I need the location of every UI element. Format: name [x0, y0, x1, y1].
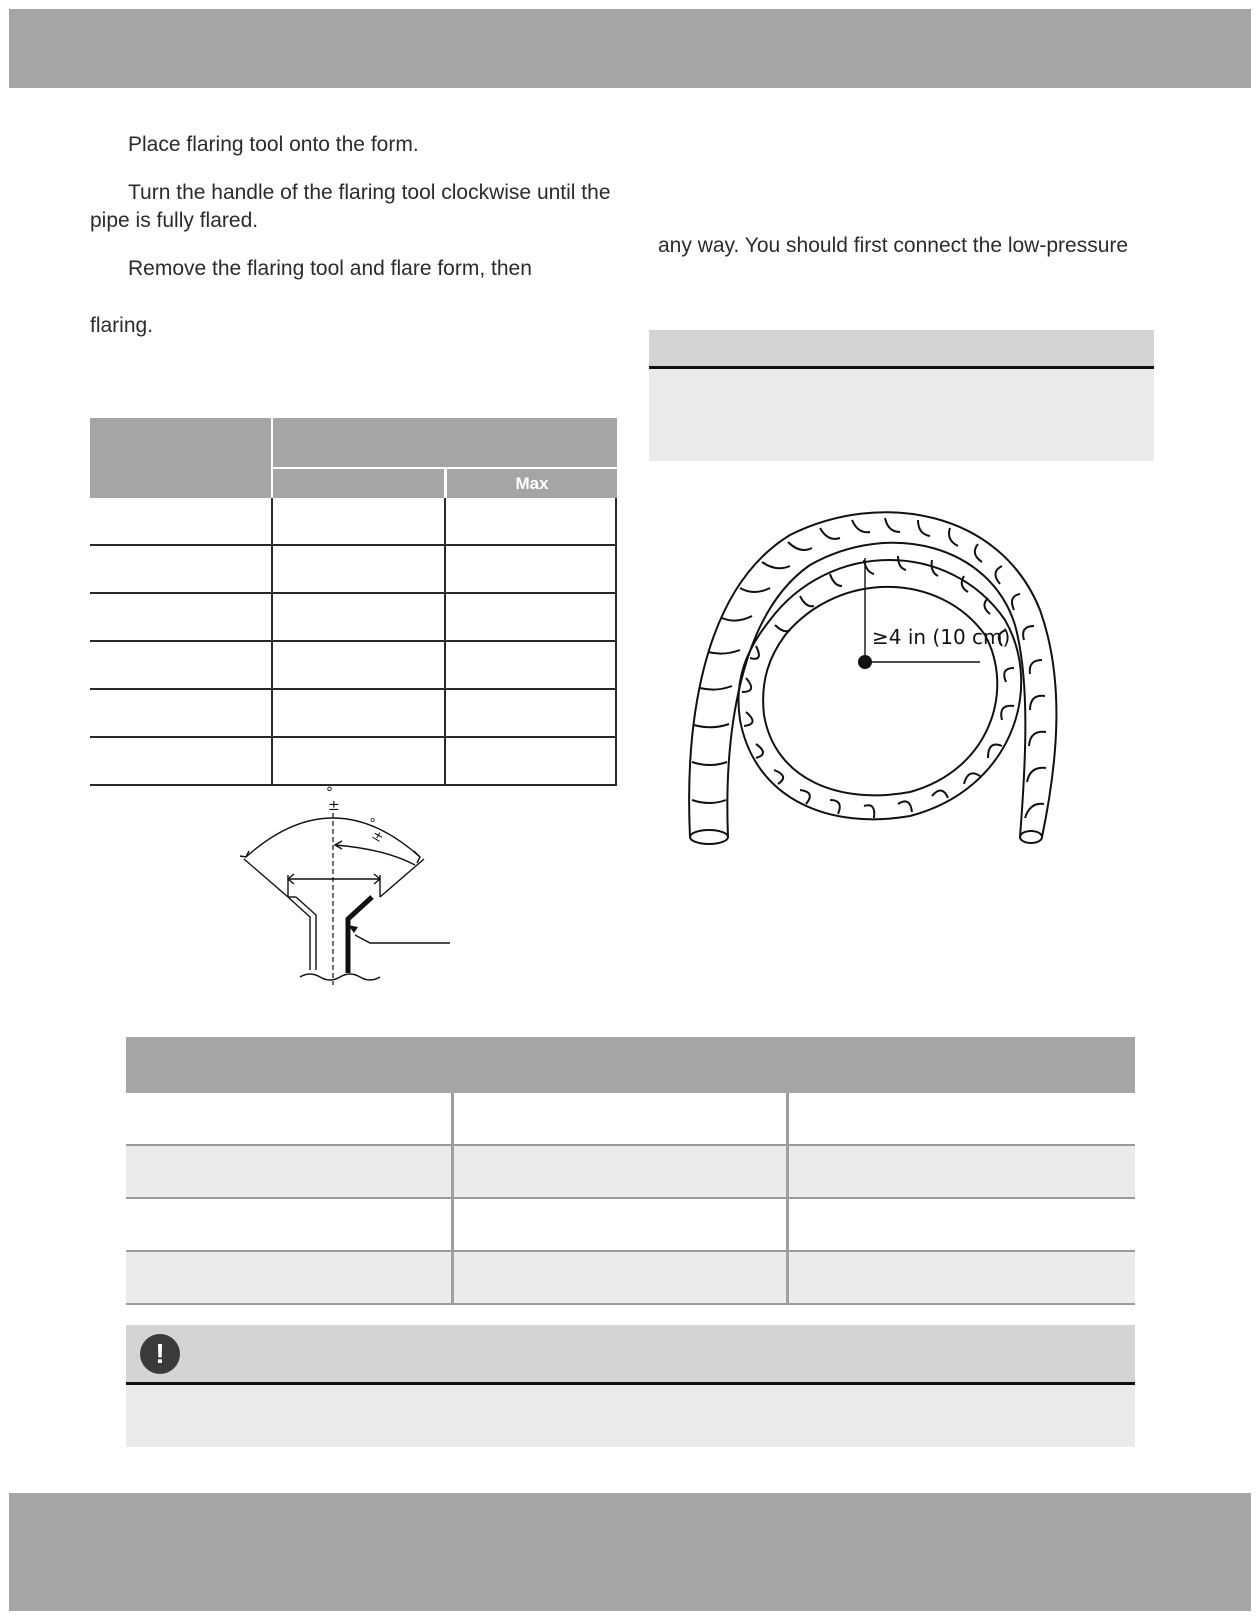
table-row: [90, 642, 617, 690]
step-turn-handle: Turn the handle of the flaring tool clockwise until the pipe is fully flared.: [90, 181, 611, 232]
table-row: [90, 738, 617, 786]
table-row: [90, 498, 617, 546]
step-flaring-end: flaring.: [90, 314, 154, 337]
half-angle-plus-minus: ±: [369, 827, 386, 846]
exclamation-icon: !: [140, 1334, 180, 1374]
bend-radius-label: ≥4 in (10 cm): [872, 625, 1011, 649]
table-row: [90, 690, 617, 738]
table-row: [90, 594, 617, 642]
angle-degree-symbol: °: [326, 785, 333, 801]
warning-note-header: [126, 1325, 1135, 1385]
table-row: [126, 1252, 1135, 1305]
pipe-spec-table: [126, 1037, 1135, 1305]
table-row: [126, 1146, 1135, 1199]
flare-table-header: [90, 418, 617, 498]
step-place-tool: Place flaring tool onto the form.: [128, 133, 419, 156]
coiled-pipe-diagram: [680, 500, 1080, 860]
pipe-spec-table-header: [126, 1037, 1135, 1093]
header-band: [9, 9, 1251, 88]
pipe-size-header-cell: [90, 418, 271, 498]
table-row: [90, 546, 617, 594]
warning-note-body: [126, 1385, 1135, 1447]
half-angle-degree-symbol: °: [364, 815, 378, 832]
footer-band: [9, 1493, 1251, 1611]
table-row: [126, 1093, 1135, 1146]
flare-dimension-header-cell: [273, 418, 617, 467]
flare-diagram: [230, 785, 460, 985]
caution-note-body: [649, 369, 1154, 461]
flare-dimension-table: [90, 418, 617, 498]
table-row: [126, 1199, 1135, 1252]
step-remove-tool: Remove the flaring tool and flare form, then: [128, 257, 532, 280]
angle-plus-minus: ±: [328, 798, 340, 814]
min-header-cell: [273, 469, 444, 498]
caution-note-header: [649, 330, 1154, 369]
max-header-cell: Max: [447, 469, 617, 498]
connect-low-pressure-text: any way. You should first connect the low-pressure: [658, 234, 1129, 257]
